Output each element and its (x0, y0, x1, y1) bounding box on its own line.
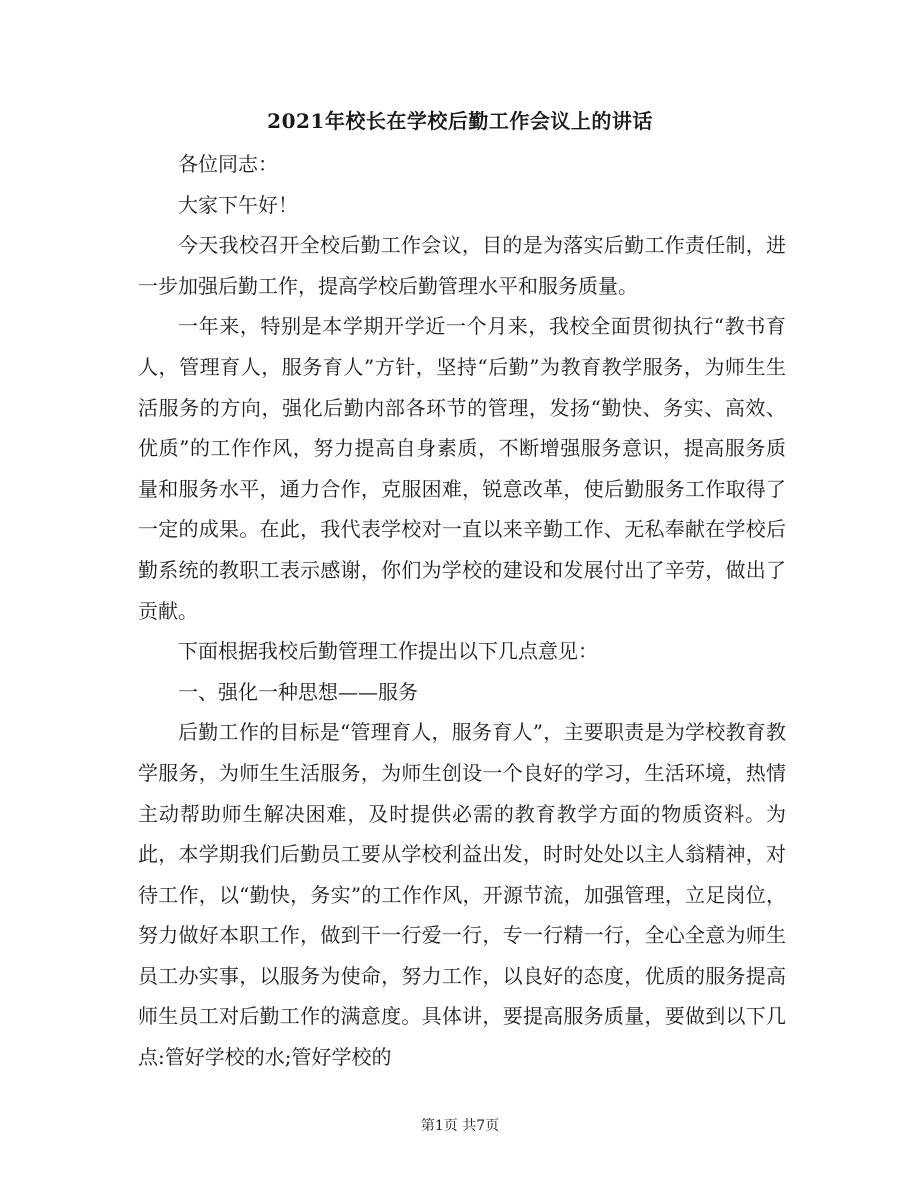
paragraph-intro: 今天我校召开全校后勤工作会议，目的是为落实后勤工作责任制，进一步加强后勤工作，提高学校后勤管理水平和服务质量。 (138, 233, 786, 298)
document-body (138, 144, 786, 1078)
document-title: 2021年校长在学校后勤工作会议上的讲话 (267, 109, 653, 133)
paragraph-service: 后勤工作的目标是“管理育人，服务育人”，主要职责是为学校教育教学服务，为师生生活服务，为师生创设一个良好的学习，生活环境，热情主动帮助师生解决困难，及时提供必需的教育教学方面的物质资料。为此，本学期我们后勤员工要从学校利益出发，时时处处以主人翁精神，对待工作，以“勤快，务实”的工作作风，开源节流，加强管理，立足岗位，努力做好本职工作，做到干一行爱一行，专一行精一行，全心全意为师生员工办实事，以服务为使命，努力工作，以良好的态度，优质的服务提高师生员工对后勤工作的满意度。具体讲，要提高服务质量，要做到以下几点:管好学校的水;管好学校的 (138, 720, 786, 1070)
paragraph-salutation: 各位同志： (178, 152, 278, 176)
paragraph-review: 一年来，特别是本学期开学近一个月来，我校全面贯彻执行“教书育人，管理育人，服务育人”方针，坚持“后勤”为教育教学服务，为师生生活服务的方向，强化后勤内部各环节的管理，发扬“勤快、务实、高效、优质”的工作作风，努力提高自身素质，不断增强服务意识，提高服务质量和服务水平，通力合作，克服困难，锐意改革，使后勤服务工作取得了一定的成果。在此，我代表学校对一直以来辛勤工作、无私奉献在学校后勤系统的教职工表示感谢，你们为学校的建设和发展付出了辛劳，做出了贡献。 (138, 314, 786, 623)
section-heading-service: 一、强化一种思想——服务 (178, 679, 418, 704)
paragraph-greeting: 大家下午好！ (178, 192, 298, 217)
page-number: 第1页 共7页 (420, 1118, 500, 1134)
paragraph-transition: 下面根据我校后勤管理工作提出以下几点意见： (178, 639, 598, 664)
